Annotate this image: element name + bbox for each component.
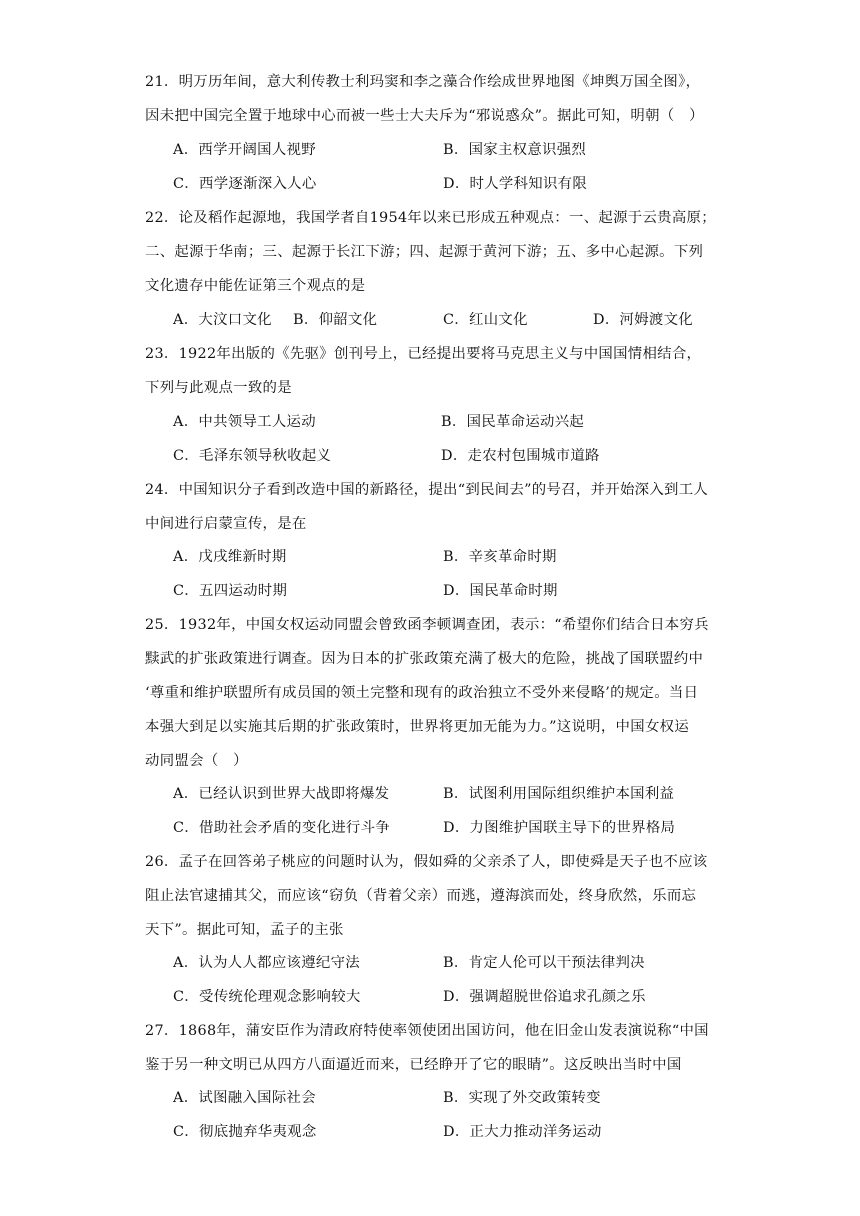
question-27-option-a: A．试图融入国际社会 [173,1090,316,1106]
question-26-option-c: C．受传统伦理观念影响较大 [173,989,361,1005]
question-26-option-a: A．认为人人都应该遵纪守法 [173,955,360,971]
question-22-line-1: 22．论及稻作起源地，我国学者自1954年以来已形成五种观点：一、起源于云贵高原； [145,210,716,226]
question-26-option-d: D．强调超脱世俗追求孔颜之乐 [443,989,646,1005]
question-21-option-a: A．西学开阔国人视野 [173,142,316,158]
question-22-line-2: 二、起源于华南；三、起源于长江下游；四、起源于黄河下游；五、多中心起源。下列 [145,244,704,260]
question-23-option-b: B．国民革命运动兴起 [441,414,585,430]
question-22-line-3: 文化遗存中能佐证第三个观点的是 [145,278,366,294]
question-25-line-2: 黩武的扩张政策进行调查。因为日本的扩张政策充满了极大的危险，挑战了国联盟约中 [145,651,704,667]
question-23-line-1: 23．1922年出版的《先驱》创刊号上，已经提出要将马克思主义与中国国情相结合， [145,346,702,362]
question-21-option-b: B．国家主权意识强烈 [443,142,587,158]
question-21-line-2: 因未把中国完全置于地球中心而被一些士大夫斥为“邪说惑众”。据此可知，明朝（ ） [145,108,704,124]
question-25-option-b: B．试图利用国际组织维护本国利益 [443,786,675,802]
question-25-option-a: A．已经认识到世界大战即将爆发 [173,786,390,802]
question-27-option-b: B．实现了外交政策转变 [443,1090,601,1106]
question-24-option-d: D．国民革命时期 [443,583,558,599]
question-23-option-d: D．走农村包围城市道路 [441,448,600,464]
question-22-option-a: A．大汶口文化 [173,312,272,328]
question-22-option-d: D．河姆渡文化 [593,312,693,328]
question-21-option-c: C．西学逐渐深入人心 [173,176,317,192]
question-23-option-a: A．中共领导工人运动 [173,414,316,430]
question-21-option-d: D．时人学科知识有限 [443,176,588,192]
question-26-line-3: 天下”。据此可知，孟子的主张 [145,922,344,938]
question-26-option-b: B．肯定人伦可以干预法律判决 [443,955,645,971]
question-25-option-c: C．借助社会矛盾的变化进行斗争 [173,820,390,836]
question-24-option-a: A．戊戌维新时期 [173,549,287,565]
question-26-line-2: 阻止法官逮捕其父，而应该“窃负（背着父亲）而逃，遵海滨而处，终身欣然，乐而忘 [145,888,697,904]
question-27-line-1: 27．1868年，蒲安臣作为清政府特使率领使团出国访问，他在旧金山发表演说称“中国 [145,1023,709,1039]
question-23-option-c: C．毛泽东领导秋收起义 [173,448,332,464]
question-24-option-b: B．辛亥革命时期 [443,549,557,565]
question-26-line-1: 26．孟子在回答弟子桃应的问题时认为，假如舜的父亲杀了人，即使舜是天子也不应该 [145,854,708,870]
question-23-line-2: 下列与此观点一致的是 [145,380,292,396]
question-27-line-2: 鉴于另一种文明已从四方八面逼近而来，已经睁开了它的眼睛”。这反映出当时中国 [145,1057,682,1073]
question-27-option-d: D．正大力推动洋务运动 [443,1124,602,1140]
question-22-option-b: B．仰韶文化 [293,312,378,328]
question-25-line-5: 动同盟会（ ） [145,753,248,769]
question-25-line-4: 本强大到足以实施其后期的扩张政策时，世界将更加无能为力。”这说明，中国女权运 [145,719,690,735]
question-25-line-3: ‘尊重和维护联盟所有成员国的领土完整和现有的政治独立不受外来侵略’的规定。当日 [145,685,699,701]
question-27-option-c: C．彻底抛弃华夷观念 [173,1124,317,1140]
question-24-line-2: 中间进行启蒙宣传，是在 [145,516,307,532]
question-24-option-c: C．五四运动时期 [173,583,288,599]
question-22-option-c: C．红山文化 [443,312,528,328]
question-25-line-1: 25．1932年，中国女权运动同盟会曾致函李顿调查团，表示：“希望你们结合日本穷兵 [145,617,709,633]
question-21-line-1: 21．明万历年间，意大利传教士利玛窦和李之藻合作绘成世界地图《坤舆万国全图》， [145,74,701,90]
question-24-line-1: 24．中国知识分子看到改造中国的新路径，提出“到民间去”的号召，并开始深入到工人 [145,482,709,498]
question-25-option-d: D．力图维护国联主导下的世界格局 [443,820,676,836]
